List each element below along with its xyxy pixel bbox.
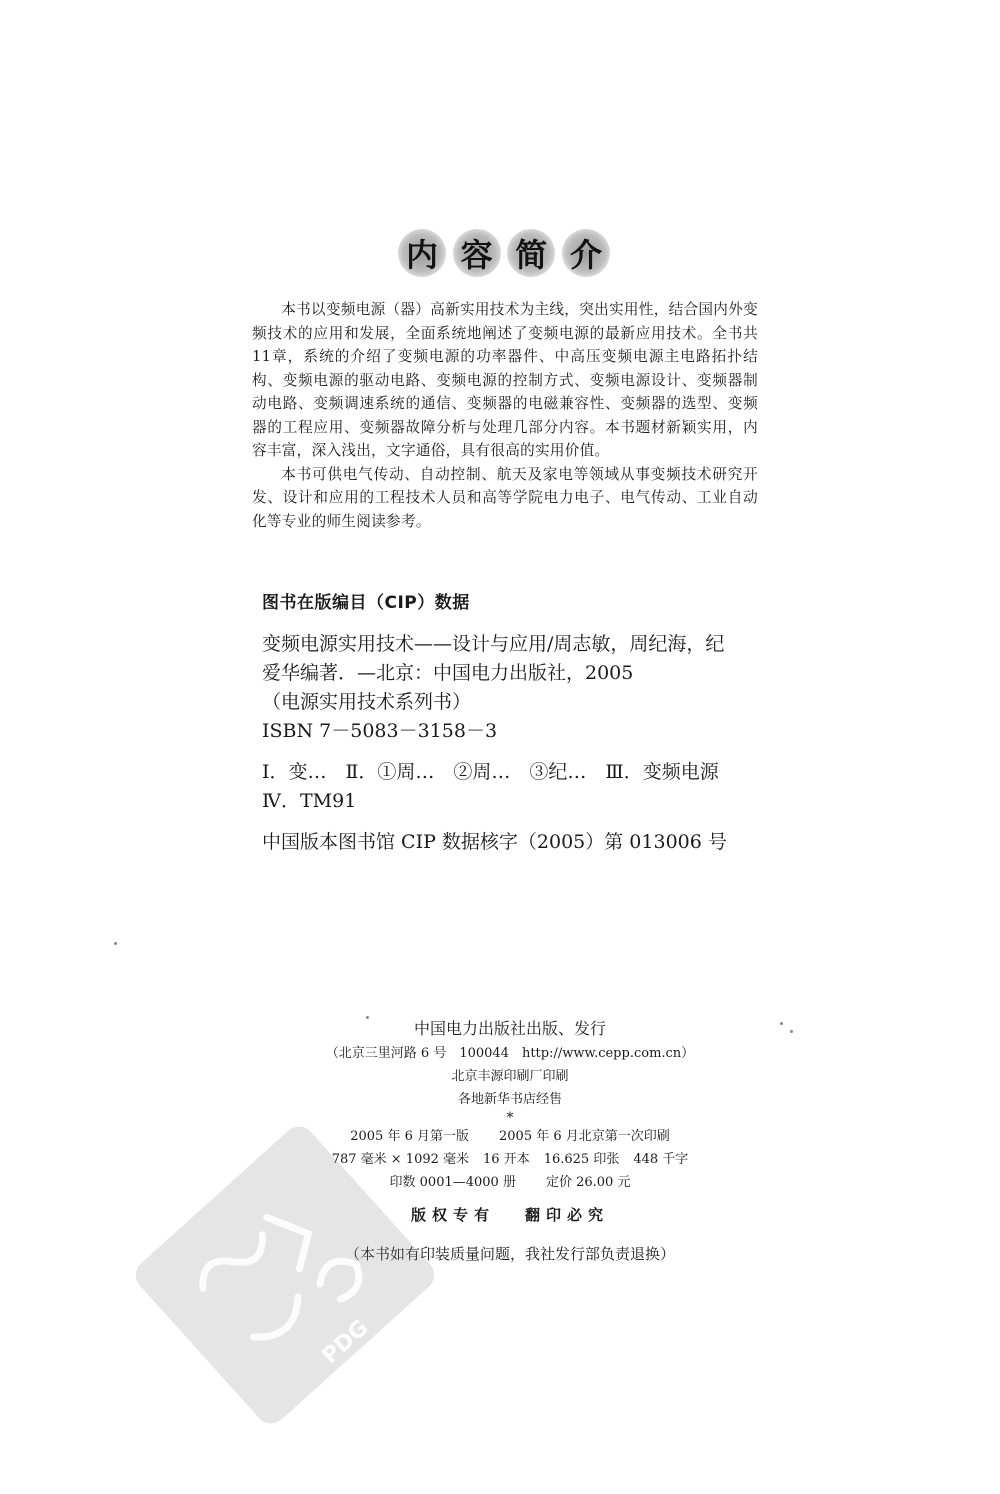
piracy-warning: 翻印必究: [525, 1206, 610, 1224]
title-char: 内: [398, 229, 446, 277]
title-char: 简: [507, 229, 555, 277]
publisher-name: 中国电力出版社出版、发行: [413, 1019, 606, 1038]
cip-classification-line: Ⅳ．TM91: [262, 790, 357, 812]
separator-star: *: [506, 1110, 514, 1126]
cip-heading: 图书在版编目（CIP）数据: [262, 593, 470, 613]
rights-reserved: 版权专有: [410, 1206, 495, 1224]
summary-text: [252, 298, 758, 533]
cip-title-line: 变频电源实用技术——设计与应用/周志敏，周纪海，纪: [262, 633, 725, 655]
title-char: 介: [562, 229, 610, 277]
scan-speck: [114, 942, 117, 945]
cip-isbn-line: ISBN 7－5083－3158－3: [262, 720, 498, 742]
word-count: 448 千字: [633, 1152, 689, 1167]
section-title: [398, 228, 610, 278]
scan-speck: [790, 1030, 793, 1033]
distributor: 各地新华书店经售: [457, 1092, 562, 1107]
title-char: 容: [453, 229, 501, 277]
summary-paragraph: 本书以变频电源（器）高新实用技术为主线，突出实用性，结合国内外变频技术的应用和发展，全面系统地阐述了变频电源的最新应用技术。全书共11章，系统的介绍了变频电源的功率器件、中高压变频电源主电路拓扑结构、变频电源的驱动电路、变频电源的控制方式、变频电源设计、变频器制动电路、变频调速系统的通信、变频器的电磁兼容性、变频器的选型、变频器的工程应用、变频器故障分析与处理几部分内容。本书题材新颖实用，内容丰富，深入浅出，文字通俗，具有很高的实用价值。: [252, 301, 758, 459]
sheet-count: 16.625 印张: [543, 1152, 620, 1167]
cip-record-line: 中国版本图书馆 CIP 数据核字（2005）第 013006 号: [262, 831, 727, 853]
watermark-label: PDG: [317, 1315, 374, 1370]
cip-publisher-line: 爱华编著．—北京：中国电力出版社，2005: [262, 662, 634, 684]
printer-name: 北京丰源印刷厂印刷: [451, 1069, 569, 1084]
printing: 2005 年 6 月北京第一次印刷: [499, 1129, 670, 1144]
cip-data: [262, 630, 777, 857]
scan-speck: [366, 1016, 369, 1019]
paper-size: 787 毫米 × 1092 毫米: [331, 1152, 470, 1167]
edition: 2005 年 6 月第一版: [350, 1129, 469, 1144]
book-format: 16 开本: [483, 1152, 530, 1167]
cip-subject-line: Ⅰ．变… Ⅱ．①周… ②周… ③纪… Ⅲ．变频电源: [262, 761, 719, 783]
cip-series-line: （电源实用技术系列书）: [262, 691, 472, 713]
watermark-seal: [120, 1110, 450, 1440]
scan-speck: [780, 1022, 783, 1025]
price: 定价 26.00 元: [545, 1175, 631, 1190]
print-run: 印数 0001—4000 册: [389, 1175, 516, 1190]
publisher-address: （北京三里河路 6 号 100044 http://www.cepp.com.cn）: [325, 1046, 695, 1061]
quality-note: （本书如有印装质量问题，我社发行部负责退换）: [344, 1245, 675, 1263]
summary-paragraph: 本书可供电气传动、自动控制、航天及家电等领域从事变频技术研究开发、设计和应用的工程技术人员和高等学院电力电子、电气传动、工业自动化等专业的师生阅读参考。: [252, 465, 758, 530]
